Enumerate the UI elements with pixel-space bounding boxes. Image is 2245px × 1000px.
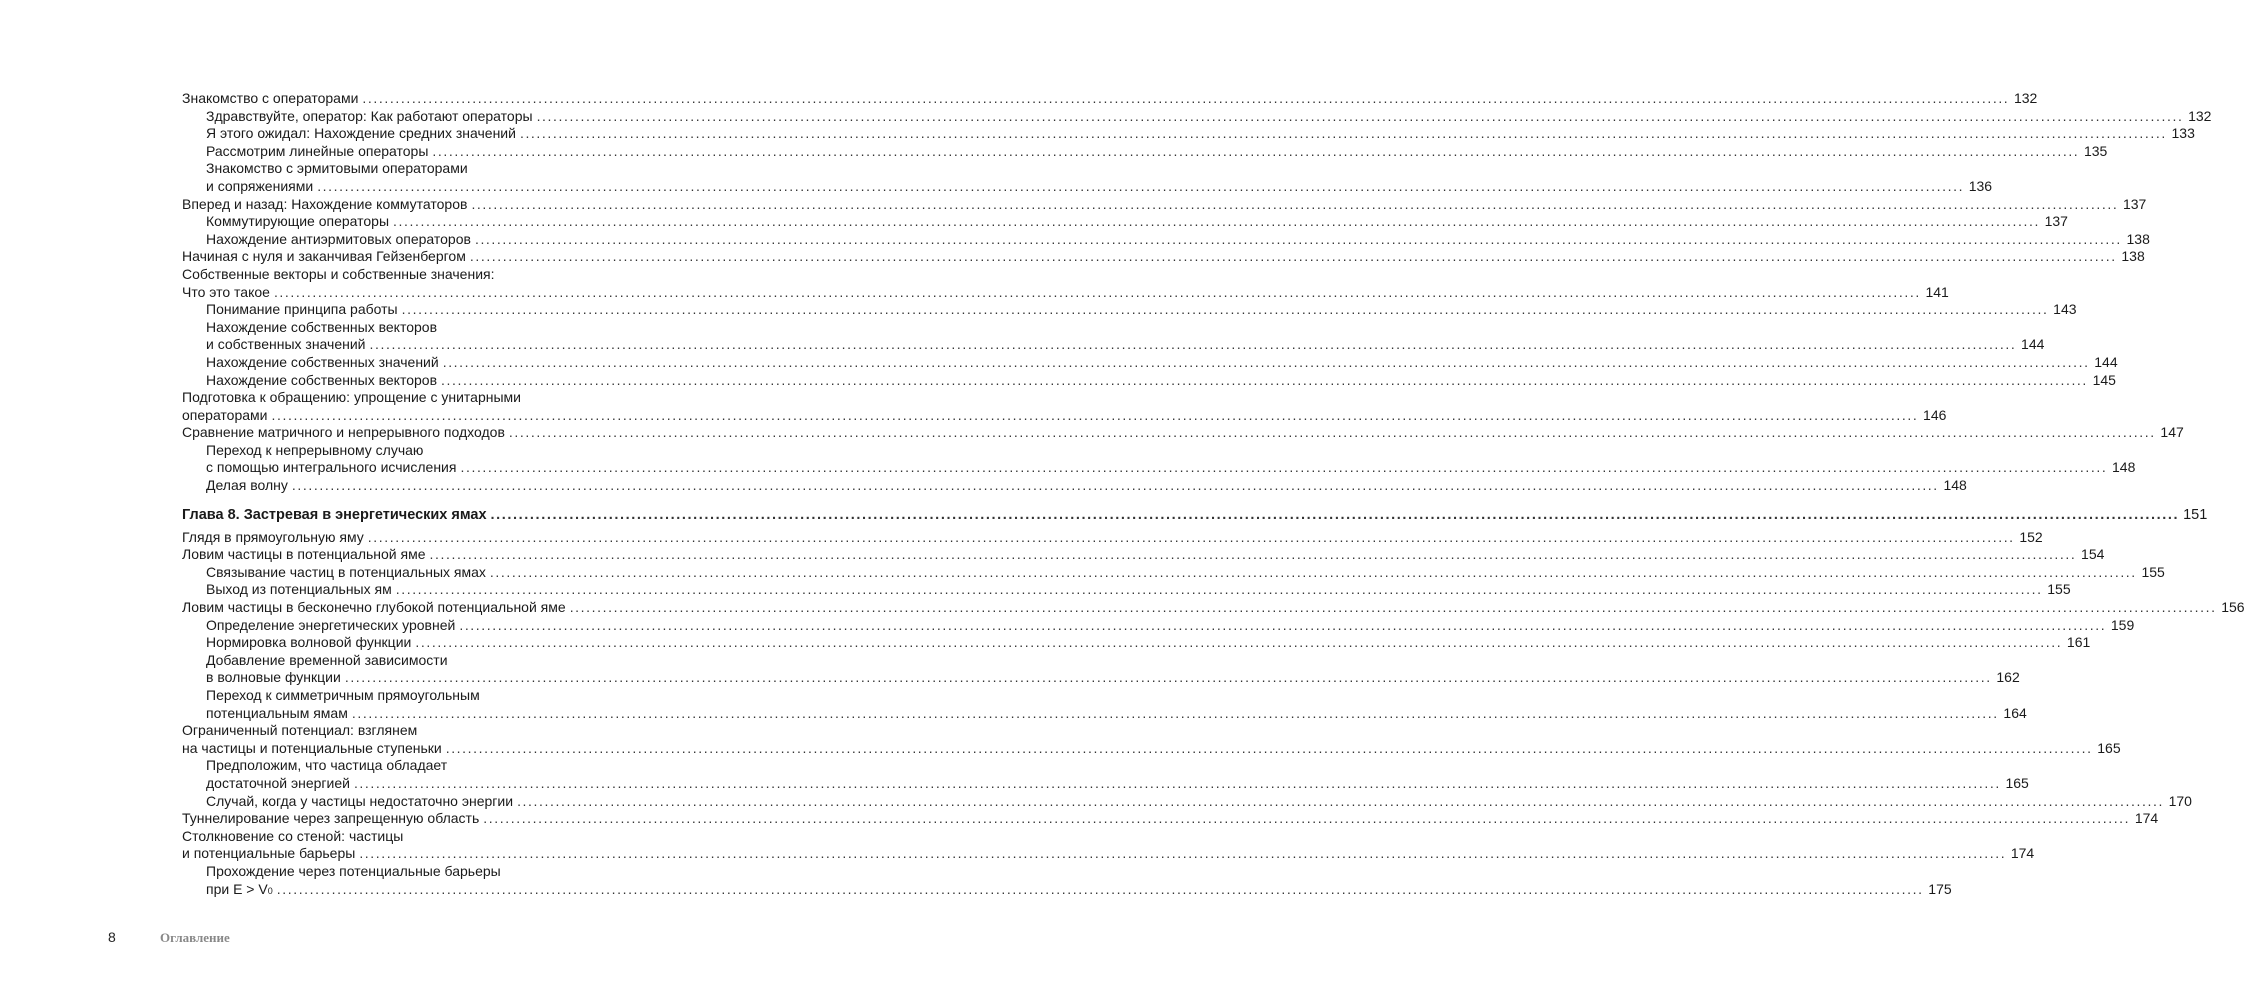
toc-entry-page: 137 [2122, 195, 2147, 212]
toc-entry-title: Ограниченный потенциал: взглянем [182, 722, 418, 739]
toc-entry [182, 669, 2020, 687]
toc-entry-subscript: 0 [267, 885, 273, 896]
toc-entry [182, 266, 714, 284]
toc-entry [182, 336, 2045, 354]
dot-leader: ............................................................................................................................................................................................................................................................................................................ [441, 371, 2088, 388]
toc-entry-title: потенциальным ямам [206, 704, 348, 721]
toc-entry-page: 138 [2121, 248, 2145, 265]
toc-entry [182, 757, 714, 775]
toc-entry [182, 459, 2136, 477]
toc-entry-page: 152 [2019, 528, 2043, 545]
toc-entry [182, 107, 2212, 126]
toc-entry [182, 442, 714, 460]
toc-entry [182, 319, 714, 337]
toc-entry-title: и собственных значений [206, 336, 366, 353]
toc-entry-title: и сопряжениями [206, 177, 314, 194]
toc-entry [182, 792, 2192, 811]
toc-entry-page: 162 [1996, 669, 2020, 686]
toc-entry-page: 155 [2141, 563, 2165, 580]
dot-leader: ............................................................................................................................................................................................................................................................................................................ [369, 336, 2017, 353]
toc-entry-page: 137 [2044, 213, 2068, 230]
toc-entry [182, 213, 2068, 231]
toc-entry-page: 159 [2110, 616, 2135, 633]
toc-entry-title: в волновые функции [206, 669, 341, 686]
running-title: Оглавление [160, 930, 230, 945]
toc-entry-title: Прохождение через потенциальные барьеры [206, 862, 501, 879]
toc-entry-page: 136 [1968, 177, 1993, 194]
toc-entry-page: 132 [2188, 107, 2212, 124]
toc-entry-page: 165 [2097, 739, 2121, 756]
toc-entry-title: Ловим частицы в потенциальной яме [182, 546, 426, 563]
toc-entry-page: 146 [1923, 406, 1947, 423]
toc-entry-title: Рассмотрим линейные операторы [206, 142, 429, 159]
toc-entry-page: 164 [2003, 704, 2027, 721]
toc-entry-page: 143 [2053, 301, 2077, 318]
toc-entry [182, 142, 2108, 161]
toc-entry-page: 144 [2094, 353, 2118, 370]
toc-entry-page: 141 [1925, 283, 1949, 300]
toc-entry-page: 148 [2112, 459, 2136, 476]
toc-entry [182, 774, 2029, 793]
toc-entry [182, 125, 2195, 143]
toc-entry-title: Нахождение собственных векторов [206, 318, 438, 335]
toc-entry [182, 652, 714, 670]
toc-entry [182, 283, 1949, 302]
dot-leader: ............................................................................................................................................................................................................................................................................................................ [483, 810, 2131, 827]
toc-entry [182, 599, 2245, 617]
dot-leader: ............................................................................................................................................................................................................................................................................................................ [471, 195, 2119, 212]
toc-entry-page: 145 [2092, 371, 2116, 388]
toc-entry [182, 616, 2135, 635]
table-of-contents [182, 90, 2245, 900]
toc-entry [182, 371, 2116, 390]
toc-entry-title: Определение энергетических уровней [206, 616, 456, 633]
toc-entry [182, 563, 2165, 582]
toc-entry-page: 165 [2005, 774, 2029, 791]
toc-entry [182, 722, 714, 740]
dot-leader: ............................................................................................................................................................................................................................................................................................................ [393, 213, 2040, 230]
page-footer [108, 929, 230, 946]
toc-entry [182, 177, 1993, 196]
dot-leader: ............................................................................................................................................................................................................................................................................................................ [432, 142, 2080, 159]
toc-entry [182, 406, 1947, 425]
toc-entry-page: 170 [2168, 792, 2192, 809]
toc-entry [182, 581, 2071, 599]
toc-entry-title: Здравствуйте, оператор: Как работают операторы [206, 107, 533, 124]
toc-entry [182, 90, 2038, 108]
toc-entry-title: Нахождение собственных векторов [206, 371, 438, 388]
toc-entry-page: 156 [2221, 599, 2245, 616]
toc-entry-page: 175 [1928, 880, 1952, 897]
dot-leader: ............................................................................................................................................................................................................................................................................................................ [367, 528, 2015, 545]
toc-entry-title: Случай, когда у частицы недостаточно энергии [206, 792, 514, 809]
toc-entry [182, 353, 2118, 372]
dot-leader: ............................................................................................................................................................................................................................................................................................................ [401, 301, 2049, 318]
toc-entry [182, 195, 2147, 214]
toc-entry [182, 160, 714, 178]
toc-entry [182, 828, 714, 846]
dot-leader: ............................................................................................................................................................................................................................................................................................................ [474, 230, 2122, 247]
toc-entry-title: при E > V [206, 880, 268, 897]
toc-entry [182, 845, 2035, 863]
dot-leader: ............................................................................................................................................................................................................................................................................................................ [429, 546, 2077, 563]
dot-leader: ............................................................................................................................................................................................................................................................................................................ [469, 248, 2117, 265]
dot-leader: ............................................................................................................................................................................................................................................................................................................ [395, 581, 2043, 598]
toc-entry [182, 739, 2121, 758]
toc-entry [182, 863, 714, 881]
dot-leader: ............................................................................................................................................................................................................................................................................................................ [359, 845, 2007, 862]
toc-entry [182, 477, 1967, 495]
dot-leader: ............................................................................................................................................................................................................................................................................................................ [415, 634, 2063, 651]
toc-entry-title: Глава 8. Застревая в энергетических ямах [182, 506, 487, 523]
toc-entry-page: 148 [1943, 477, 1967, 494]
toc-entry-title: Добавление временной зависимости [206, 651, 448, 668]
toc-entry-page: 132 [2013, 90, 2038, 106]
toc-entry-page: 133 [2171, 125, 2195, 142]
toc-entry [182, 424, 2184, 442]
toc-entry-title: на частицы и потенциальные ступеньки [182, 739, 442, 756]
toc-entry-title: и потенциальные барьеры [182, 845, 356, 862]
dot-leader: ............................................................................................................................................................................................................................................................................................................ [276, 880, 1924, 897]
toc-entry-page: 135 [2083, 142, 2108, 159]
toc-entry-title: Коммутирующие операторы [206, 213, 390, 230]
dot-leader: ............................................................................................................................................................................................................................................................................................................ [362, 90, 2010, 106]
toc-entry [182, 810, 2159, 828]
toc-entry-title: с помощью интегрального исчисления [206, 459, 457, 476]
toc-entry-title: Туннелирование через запрещенную область [182, 810, 480, 827]
dot-leader: ............................................................................................................................................................................................................................................................................................................ [508, 424, 2156, 441]
dot-leader: ............................................................................................................................................................................................................................................................................................................ [459, 616, 2107, 633]
toc-entry [182, 634, 2091, 652]
toc-entry-title: Делая волну [206, 477, 288, 494]
toc-entry-title: Переход к непрерывному случаю [206, 441, 424, 458]
toc-entry-title: Глядя в прямоугольную яму [182, 528, 364, 545]
dot-leader: ............................................................................................................................................................................................................................................................................................................ [442, 353, 2090, 370]
toc-entry-title: Нахождение антиэрмитовых операторов [206, 230, 471, 247]
toc-entry-title: Знакомство с эрмитовыми операторами [206, 160, 468, 177]
toc-entry-page: 155 [2047, 581, 2071, 598]
toc-entry-page: 174 [2010, 845, 2035, 862]
dot-leader: ............................................................................................................................................................................................................................................................................................................ [273, 283, 1921, 300]
toc-entry-page: 154 [2081, 546, 2105, 563]
toc-entry-title: Вперед и назад: Нахождение коммутаторов [182, 195, 468, 212]
toc-entry-title: Собственные векторы и собственные значения: [182, 265, 495, 282]
toc-entry-page: 144 [2021, 336, 2045, 353]
toc-entry-title: операторами [182, 406, 268, 423]
dot-leader: ............................................................................................................................................................................................................................................................................................................ [536, 107, 2184, 124]
toc-entry-title: Ловим частицы в бесконечно глубокой потенциальной яме [182, 599, 566, 616]
toc-entry-title: Сравнение матричного и непрерывного подходов [182, 424, 505, 441]
dot-leader: ............................................................................................................................................................................................................................................................................................................ [317, 177, 1965, 194]
toc-entry [182, 230, 2150, 249]
dot-leader: ............................................................................................................................................................................................................................................................................................................ [445, 739, 2093, 756]
toc-entry-page: 174 [2134, 810, 2159, 827]
dot-leader: ............................................................................................................................................................................................................................................................................................................ [351, 704, 1999, 721]
toc-entry-title: Знакомство с операторами [182, 90, 359, 106]
toc-entry-title: Переход к симметричным прямоугольным [206, 687, 480, 703]
toc-entry-page: 138 [2126, 230, 2150, 247]
dot-leader: ............................................................................................................................................................................................................................................................................................................ [569, 599, 2217, 616]
dot-leader: ............................................................................................................................................................................................................................................................................................................ [291, 477, 1939, 494]
dot-leader: ............................................................................................................................................................................................................................................................................................................ [344, 669, 1992, 686]
toc-entry-page: 147 [2160, 424, 2184, 441]
toc-entry-title: Предположим, что частица обладает [206, 757, 448, 774]
toc-entry-title: Начиная с нуля и заканчивая Гейзенбергом [182, 248, 466, 265]
dot-leader: ............................................................................................................................................................................................................................................................................................................ [489, 563, 2137, 580]
dot-leader: ............................................................................................................................................................................................................................................................................................................ [517, 792, 2164, 809]
toc-entry-title: Выход из потенциальных ям [206, 581, 392, 598]
toc-chapter-entry [182, 505, 2208, 525]
toc-entry-title: Я этого ожидал: Нахождение средних значений [206, 125, 516, 142]
toc-entry [182, 301, 2077, 319]
toc-entry-title: Нахождение собственных значений [206, 353, 439, 370]
dot-leader: ............................................................................................................................................................................................................................................................................................................ [271, 406, 1919, 423]
toc-entry-page: 161 [2066, 634, 2091, 651]
dot-leader: ............................................................................................................................................................................................................................................................................................................ [519, 125, 2167, 142]
dot-leader: ............................................................................................................................................................................................................................................................................................................ [490, 506, 2180, 523]
toc-entry [182, 880, 1952, 901]
toc-entry-title: Нормировка волновой функции [206, 634, 412, 651]
toc-entry [182, 248, 2145, 266]
dot-leader: ............................................................................................................................................................................................................................................................................................................ [460, 459, 2108, 476]
page-number: 8 [108, 929, 116, 945]
toc-entry [182, 704, 2027, 723]
toc-entry-title: Что это такое [182, 283, 270, 300]
toc-entry-title: достаточной энергией [206, 774, 350, 791]
toc-entry [182, 687, 714, 705]
dot-leader: ............................................................................................................................................................................................................................................................................................................ [353, 774, 2001, 791]
toc-entry [182, 546, 2105, 564]
toc-entry-title: Связывание частиц в потенциальных ямах [206, 563, 486, 580]
toc-entry-title: Столкновение со стеной: частицы [182, 827, 404, 844]
toc-entry-title: Понимание принципа работы [206, 301, 398, 318]
toc-entry [182, 389, 714, 407]
toc-entry [182, 528, 2043, 547]
toc-entry-page: 151 [2183, 506, 2208, 523]
toc-entry-title: Подготовка к обращению: упрощение с унитарными [182, 389, 521, 406]
